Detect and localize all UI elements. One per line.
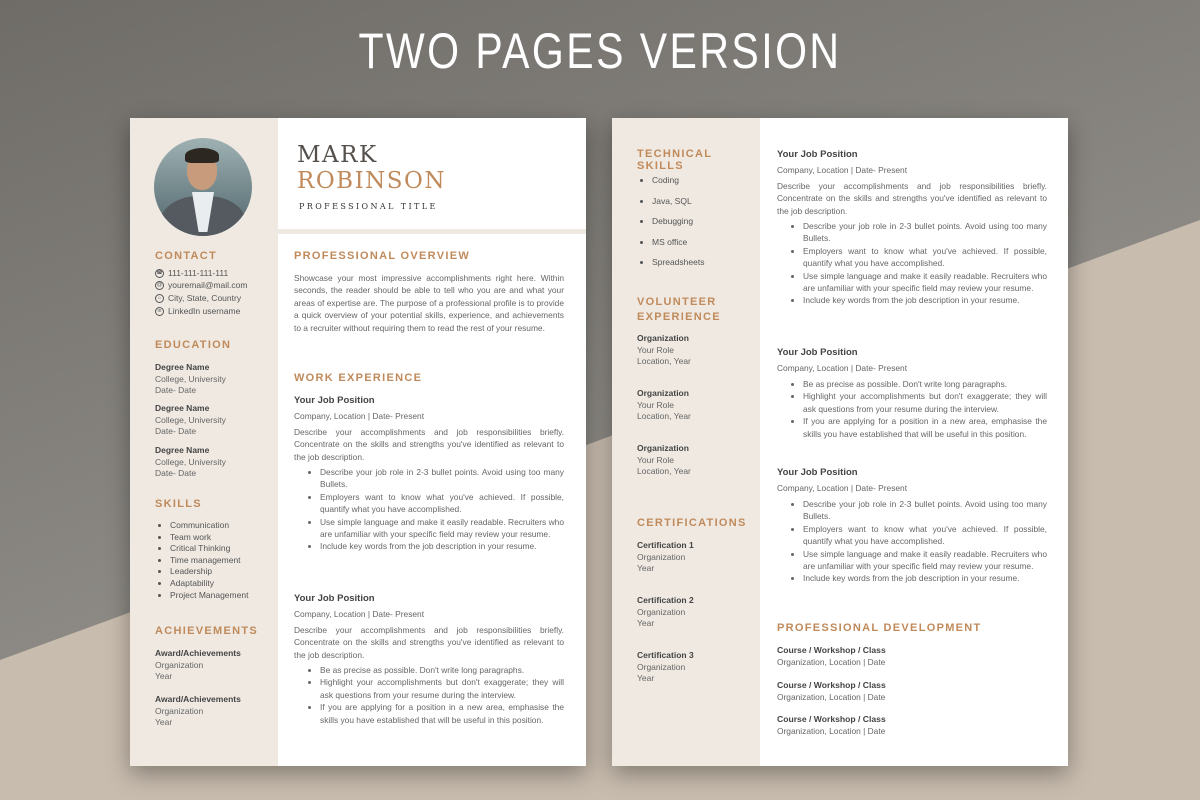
job-bullets: [777, 220, 1047, 307]
home-icon: ⌂: [155, 294, 164, 303]
course-title: Course / Workshop / Class: [777, 714, 886, 724]
job-company: Company, Location | Date- Present: [777, 165, 908, 175]
job-bullets: [777, 378, 1047, 440]
job-position: Your Job Position: [777, 467, 858, 478]
list-item: • If you are applying for a position in a new area, emphasise the skills you have established that will be useful in this position.: [803, 415, 1047, 440]
overview-title: PROFESSIONAL OVERVIEW: [294, 250, 471, 262]
volunteer-item: Organization Your Role Location, Year: [637, 333, 691, 366]
job-position: Your Job Position: [777, 347, 858, 358]
technical-skills-title: TECHNICAL SKILLS: [637, 148, 713, 172]
list-item: • If you are applying for a position in a new area, emphasise the skills you have established that will be useful in this position.: [320, 701, 564, 726]
job-company: Company, Location | Date- Present: [294, 411, 425, 421]
volunteer-title-line2: EXPERIENCE: [637, 311, 721, 323]
certification-item: Certification 1 Organization Year: [637, 540, 694, 573]
list-item: • Highlight your accomplishments but don't exaggerate; they will ask questions from your resume during the interview.: [320, 676, 564, 701]
contact-email: @ youremail@mail.com: [156, 280, 248, 290]
job-position: Your Job Position: [777, 149, 858, 160]
list-item: • Use simple language and make it easily readable. Recruiters who are unfamiliar with your specific field may review your resume.: [803, 548, 1047, 573]
list-item: • Include key words from the job description in your resume.: [803, 572, 1047, 584]
contact-linkedin: in LinkedIn username: [155, 306, 240, 316]
linkedin-icon: in: [155, 307, 164, 316]
phone-icon: ☎: [156, 269, 163, 276]
professional-title: PROFESSIONAL TITLE: [299, 202, 438, 211]
course-info: Organization, Location | Date: [777, 726, 886, 736]
resume-page-1: [130, 118, 586, 766]
list-item: • Employers want to know what you've achieved. If possible, quantify what you have accomplished.: [803, 245, 1047, 270]
profile-photo: [154, 138, 252, 236]
contact-location: ⌂ City, State, Country: [155, 293, 241, 303]
list-item: • Communication: [170, 520, 248, 532]
name-last: ROBINSON: [297, 168, 447, 194]
list-item: • Use simple language and make it easily readable. Recruiters who are unfamiliar with your specific field may review your resume.: [320, 516, 564, 541]
job-description: Describe your accomplishments and job responsibilities briefly. Concentrate on the skills and strengths you've identified as relevant to the job description.: [294, 625, 564, 660]
list-item: • Employers want to know what you've achieved. If possible, quantify what you have accomplished.: [803, 523, 1047, 548]
certification-item: Certification 2 Organization Year: [637, 595, 694, 628]
technical-skills-list: [637, 170, 704, 273]
list-item: • Include key words from the job description in your resume.: [803, 294, 1047, 306]
resume-page-2: [612, 118, 1068, 766]
list-item: • MS office: [652, 232, 704, 253]
skills-list: [155, 520, 248, 601]
job-bullets: [294, 664, 564, 726]
contact-title: CONTACT: [155, 250, 218, 262]
job-bullets: [777, 498, 1047, 585]
sidebar: [612, 118, 760, 766]
list-item: • Project Management: [170, 590, 248, 602]
achievement-item: Award/Achievements Organization Year: [155, 648, 241, 681]
job-company: Company, Location | Date- Present: [777, 363, 908, 373]
list-item: • Leadership: [170, 566, 248, 578]
list-item: • Coding: [652, 170, 704, 191]
list-item: • Critical Thinking: [170, 543, 248, 555]
list-item: • Employers want to know what you've achieved. If possible, quantify what you have accomplished.: [320, 491, 564, 516]
education-title: EDUCATION: [155, 339, 232, 351]
job-company: Company, Location | Date- Present: [294, 609, 425, 619]
job-position: Your Job Position: [294, 395, 375, 406]
achievements-title: ACHIEVEMENTS: [155, 625, 258, 637]
course-info: Organization, Location | Date: [777, 692, 886, 702]
certifications-title: CERTIFICATIONS: [637, 517, 747, 529]
job-description: Describe your accomplishments and job responsibilities briefly. Concentrate on the skills and strengths you've identified as relevant to the job description.: [777, 181, 1047, 216]
professional-development-title: PROFESSIONAL DEVELOPMENT: [777, 622, 982, 634]
contact-phone: ☎ 111-111-111-111: [156, 268, 229, 278]
headline: TWO PAGES VERSION: [358, 23, 842, 79]
job-position: Your Job Position: [294, 593, 375, 604]
list-item: • Include key words from the job description in your resume.: [320, 540, 564, 552]
volunteer-item: Organization Your Role Location, Year: [637, 388, 691, 421]
achievement-item: Award/Achievements Organization Year: [155, 694, 241, 727]
list-item: • Use simple language and make it easily readable. Recruiters who are unfamiliar with your specific field may review your resume.: [803, 270, 1047, 295]
email-icon: @: [156, 281, 163, 288]
list-item: • Spreadsheets: [652, 252, 704, 273]
list-item: • Java, SQL: [652, 191, 704, 212]
list-item: • Describe your job role in 2-3 bullet points. Avoid using too many Bullets.: [803, 220, 1047, 245]
course-title: Course / Workshop / Class: [777, 680, 886, 690]
education-item: Degree Name College, University Date- Date: [155, 403, 226, 436]
main-column: [760, 118, 1068, 766]
name-first: MARK: [297, 142, 378, 168]
list-item: • Debugging: [652, 211, 704, 232]
list-item: • Be as precise as possible. Don't write long paragraphs.: [320, 664, 564, 676]
volunteer-item: Organization Your Role Location, Year: [637, 443, 691, 476]
list-item: • Team work: [170, 532, 248, 544]
header-divider: [278, 229, 586, 234]
list-item: • Adaptability: [170, 578, 248, 590]
list-item: • Describe your job role in 2-3 bullet points. Avoid using too many Bullets.: [320, 466, 564, 491]
job-company: Company, Location | Date- Present: [777, 483, 908, 493]
course-info: Organization, Location | Date: [777, 657, 886, 667]
education-item: Degree Name College, University Date- Date: [155, 362, 226, 395]
education-item: Degree Name College, University Date- Date: [155, 445, 226, 478]
main-column: [278, 118, 586, 766]
course-title: Course / Workshop / Class: [777, 645, 886, 655]
job-bullets: [294, 466, 564, 553]
skills-title: SKILLS: [155, 498, 202, 510]
list-item: • Time management: [170, 555, 248, 567]
volunteer-title-line1: VOLUNTEER: [637, 296, 717, 308]
sidebar: [130, 118, 278, 766]
job-description: Describe your accomplishments and job responsibilities briefly. Concentrate on the skills and strengths you've identified as relevant to the job description.: [294, 427, 564, 462]
overview-text: Showcase your most impressive accomplishments right here. Within seconds, the reader should be able to tell who you are and what your areas of expertise are. The purpose of a professional profile is to provide a quick overview of your potential skills, experience, and achievements to a recruiter without requiring them to read the rest of your resume.: [294, 273, 564, 333]
list-item: • Be as precise as possible. Don't write long paragraphs.: [803, 378, 1047, 390]
work-experience-title: WORK EXPERIENCE: [294, 372, 423, 384]
certification-item: Certification 3 Organization Year: [637, 650, 694, 683]
list-item: • Highlight your accomplishments but don't exaggerate; they will ask questions from your resume during the interview.: [803, 390, 1047, 415]
list-item: • Describe your job role in 2-3 bullet points. Avoid using too many Bullets.: [803, 498, 1047, 523]
